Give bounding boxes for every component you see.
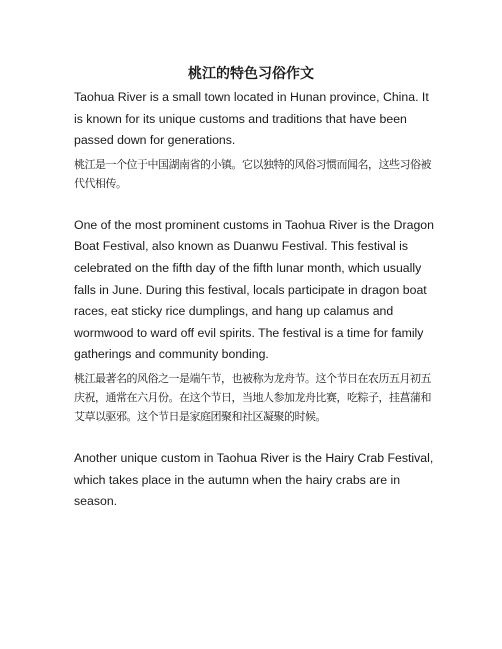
paragraph-english: One of the most prominent customs in Taohua River is the Dragon Boat Festival, also known as Duanwu Festival. This festival is celebrated on the fifth day of the fifth lunar month, which usually falls in June. During this festival, locals participate in dragon boat races, eat sticky rice dumplings, and hang up calamus and wormwood to ward off evil spirits. The festival is a time for family gatherings and community bonding.: [74, 217, 434, 362]
paragraph-chinese: 桃江最著名的风俗之一是端午节，也被称为龙舟节。这个节日在农历五月初五庆祝，通常在六月份。在这个节日，当地人参加龙舟比赛，吃粽子，挂菖蒲和艾草以驱邪。这个节日是家庭团聚和社区凝聚的时候。: [74, 371, 431, 423]
paragraph-english: Another unique custom in Taohua River is the Hairy Crab Festival, which takes place in the autumn when the hairy crabs are in season.: [74, 450, 434, 509]
paragraph-spacer: [74, 193, 436, 215]
document-body: [74, 87, 436, 513]
paragraph-chinese: 桃江是一个位于中国湖南省的小镇。它以独特的风俗习惯而闻名，这些习俗被代代相传。: [74, 157, 431, 190]
document-title: 桃江的特色习俗作文: [188, 66, 314, 82]
paragraph-english: Taohua River is a small town located in Hunan province, China. It is known for its unique customs and traditions that have been passed down for generations.: [74, 90, 429, 148]
paragraph-block-2: [74, 215, 436, 426]
paragraph-block-3: [74, 448, 436, 513]
paragraph-spacer: [74, 426, 436, 448]
paragraph-block-1: [74, 87, 436, 193]
